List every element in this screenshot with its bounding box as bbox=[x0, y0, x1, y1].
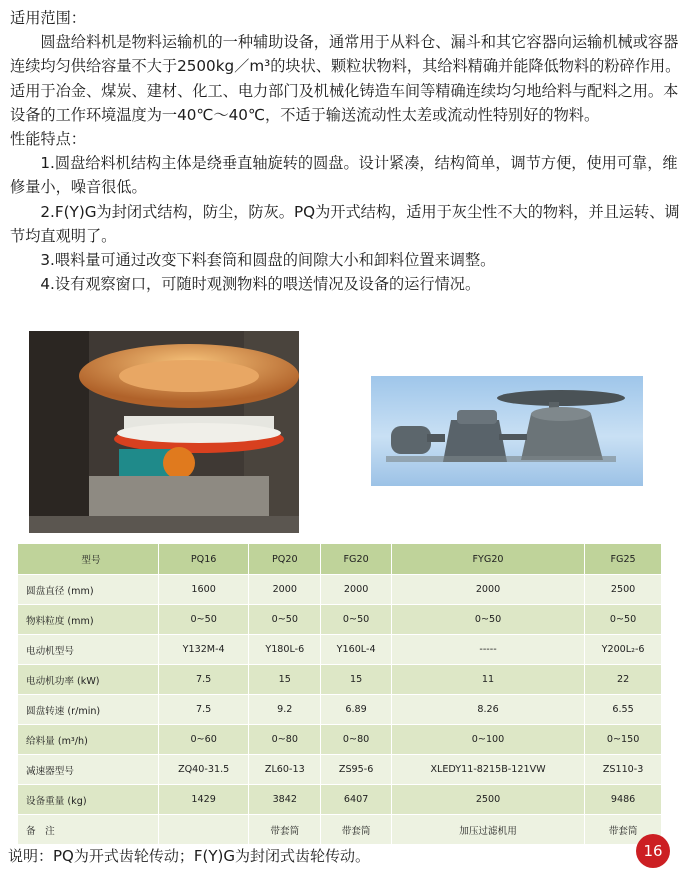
table-cell: 22 bbox=[585, 665, 661, 695]
specification-table bbox=[17, 543, 661, 844]
scope-paragraph: 圆盘给料机是物料运输机的一种辅助设备，通常用于从料仓、漏斗和其它容器向运输机械或容器连续均匀供给容量不大于2500kg／m³的块状、颗粒状物料，其给料精确并能降低物料的粉碎作用。适用于冶金、煤炭、建材、化工、电力部门及机械化铸造车间等精确连续均匀地给料与配料之用。本设备的工作环境温度为一40℃～40℃，不适于输送流动性太差或流动性特别好的物料。 bbox=[10, 33, 681, 124]
table-row bbox=[18, 695, 662, 725]
model-header: FG20 bbox=[321, 544, 392, 575]
table-cell: Y160L-4 bbox=[321, 635, 392, 665]
table-row bbox=[18, 725, 662, 755]
table-cell: Y200L₂-6 bbox=[585, 635, 661, 665]
feature-item: 3.喂料量可通过改变下料套筒和圆盘的间隙大小和卸料位置来调整。 bbox=[40, 251, 496, 270]
section-title-scope: 适用范围： bbox=[10, 9, 86, 27]
table-cell: ----- bbox=[391, 635, 584, 665]
table-cell: 0~50 bbox=[159, 605, 249, 635]
table-cell: 0~150 bbox=[585, 725, 661, 755]
table-cell: 15 bbox=[249, 665, 321, 695]
table-cell: 2500 bbox=[391, 785, 584, 815]
row-label: 备 注 bbox=[18, 815, 159, 845]
table-row bbox=[18, 665, 662, 695]
table-cell: 0~80 bbox=[321, 725, 392, 755]
model-header: PQ16 bbox=[159, 544, 249, 575]
table-cell: 9486 bbox=[585, 785, 661, 815]
intro-text bbox=[10, 6, 686, 296]
table-cell: 带套筒 bbox=[321, 815, 392, 845]
header-label: 型号 bbox=[18, 544, 159, 575]
feature-item: 4.设有观察窗口，可随时观测物料的喂送情况及设备的运行情况。 bbox=[40, 275, 481, 294]
table-cell: 11 bbox=[391, 665, 584, 695]
table-row bbox=[18, 755, 662, 785]
table-header-row bbox=[18, 544, 662, 575]
table-cell: 0~50 bbox=[391, 605, 584, 635]
row-label: 圆盘直径 (mm) bbox=[18, 575, 159, 605]
table-cell: 0~50 bbox=[321, 605, 392, 635]
table-cell bbox=[159, 815, 249, 845]
table-cell: ZQ40-31.5 bbox=[159, 755, 249, 785]
table-row bbox=[18, 785, 662, 815]
page-number-badge: 16 bbox=[636, 834, 670, 868]
table-cell: 6.55 bbox=[585, 695, 661, 725]
table-cell: 0~50 bbox=[585, 605, 661, 635]
table-cell: ZS95-6 bbox=[321, 755, 392, 785]
feature-item: 1.圆盘给料机结构主体是绕垂直轴旋转的圆盘。设计紧凑，结构简单，调节方便，使用可靠，维修量小，噪音很低。 bbox=[10, 154, 678, 197]
table-cell: 加压过滤机用 bbox=[391, 815, 584, 845]
section-title-features: 性能特点： bbox=[10, 130, 86, 149]
feeder-equipment-photo bbox=[371, 376, 643, 486]
table-cell: 2500 bbox=[585, 575, 661, 605]
row-label: 给料量 (m³/h) bbox=[18, 725, 159, 755]
table-cell: 0~60 bbox=[159, 725, 249, 755]
table-row bbox=[18, 575, 662, 605]
model-header: FG25 bbox=[585, 544, 661, 575]
table-cell: 2000 bbox=[391, 575, 584, 605]
table-cell: 1600 bbox=[159, 575, 249, 605]
feature-item: 2.F(Y)G为封闭式结构，防尘，防灰。PQ为开式结构，适用于灰尘性不大的物料，并且运转、调节均直观明了。 bbox=[10, 202, 680, 245]
table-cell: 6407 bbox=[321, 785, 392, 815]
row-label: 物料粒度 (mm) bbox=[18, 605, 159, 635]
table-cell: 3842 bbox=[249, 785, 321, 815]
table-cell: 9.2 bbox=[249, 695, 321, 725]
table-cell: XLEDY11-8215B-121VW bbox=[391, 755, 584, 785]
row-label: 电动机型号 bbox=[18, 635, 159, 665]
row-label: 减速器型号 bbox=[18, 755, 159, 785]
table-cell: 0~80 bbox=[249, 725, 321, 755]
table-cell: 15 bbox=[321, 665, 392, 695]
table-cell: 2000 bbox=[321, 575, 392, 605]
table-cell: 1429 bbox=[159, 785, 249, 815]
table-cell: 6.89 bbox=[321, 695, 392, 725]
table-row bbox=[18, 635, 662, 665]
table-cell: 7.5 bbox=[159, 665, 249, 695]
table-cell: 7.5 bbox=[159, 695, 249, 725]
table-cell: 0~50 bbox=[249, 605, 321, 635]
table-cell: ZL60-13 bbox=[249, 755, 321, 785]
table-row bbox=[18, 815, 662, 845]
model-header: FYG20 bbox=[391, 544, 584, 575]
table-cell: Y132M-4 bbox=[159, 635, 249, 665]
footnote: 说明：PQ为开式齿轮传动；F(Y)G为封闭式齿轮传动。 bbox=[8, 847, 370, 865]
row-label: 圆盘转速 (r/min) bbox=[18, 695, 159, 725]
model-header: PQ20 bbox=[249, 544, 321, 575]
table-cell: ZS110-3 bbox=[585, 755, 661, 785]
table-cell: 8.26 bbox=[391, 695, 584, 725]
feeder-installed-photo bbox=[29, 331, 299, 533]
table-cell: 带套筒 bbox=[585, 815, 661, 845]
table-cell: 0~100 bbox=[391, 725, 584, 755]
row-label: 设备重量 (kg) bbox=[18, 785, 159, 815]
table-row bbox=[18, 605, 662, 635]
table-cell: Y180L-6 bbox=[249, 635, 321, 665]
table-cell: 2000 bbox=[249, 575, 321, 605]
table-cell: 带套筒 bbox=[249, 815, 321, 845]
row-label: 电动机功率 (kW) bbox=[18, 665, 159, 695]
